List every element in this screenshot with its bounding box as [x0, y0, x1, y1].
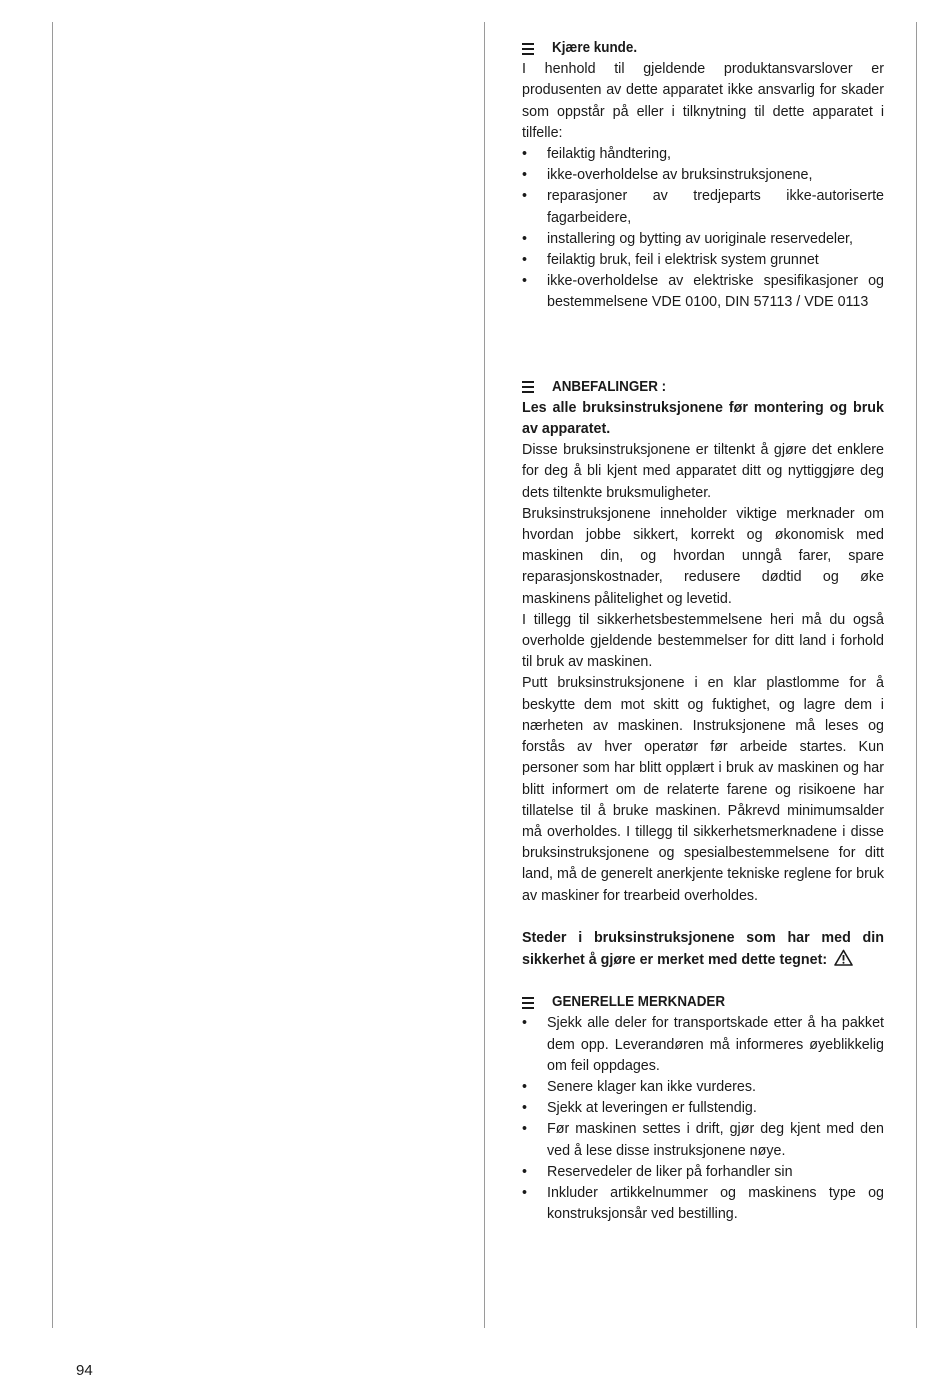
recommendations-lead: Les alle bruksinstruksjonene før montering og bruk av apparatet.: [522, 399, 884, 438]
section-marker-icon: [522, 43, 534, 55]
recommendations-heading-row: [522, 377, 884, 398]
paragraph: Disse bruksinstruksjonene er tiltenkt å gjøre det enklere for deg å bli kjent med apparatet ditt og nyttiggjøre deg dets tiltenkte bruksmuligheter.: [522, 442, 884, 501]
general-list: [522, 1013, 884, 1225]
paragraph: Bruksinstruksjonene inneholder viktige merknader om hvordan jobbe sikkert, korrekt og økonomisk med maskinen din, og hvordan unngå farer, spare reparasjonskostnader, redusere dødtid og øke maskinens pålitelighet og levetid.: [522, 505, 884, 607]
list-item: • Sjekk alle deler for transportskade etter å ha pakket dem opp. Leverandøren må informeres øyeblikkelig om feil oppdages.: [522, 1013, 884, 1077]
section-marker-icon: [522, 381, 534, 393]
list-item: • Reservedeler de liker på forhandler sin: [522, 1162, 884, 1183]
intro-heading: Kjære kunde.: [552, 40, 638, 56]
section-marker-icon: [522, 997, 534, 1009]
intro-section: [522, 38, 884, 314]
paragraph: I tillegg til sikkerhetsbestemmelsene heri må du også overholde gjeldende bestemmelser for ditt land i forhold til bruk av maskinen.: [522, 611, 884, 671]
list-item: • ikke-overholdelse av elektriske spesifikasjoner og bestemmelsene VDE 0100, DIN 57113 / VDE 0113: [522, 271, 884, 313]
list-item: • installering og bytting av uoriginale reservedeler,: [522, 229, 884, 250]
left-margin-rule: [52, 22, 53, 1328]
general-notes-section: [522, 992, 884, 1225]
recommendations-section: [522, 377, 884, 971]
recommendations-heading: ANBEFALINGER :: [552, 378, 667, 395]
warning-triangle-icon: [834, 949, 853, 966]
general-heading: GENERELLE MERKNADER: [552, 994, 726, 1011]
list-item: • feilaktig bruk, feil i elektrisk system grunnet: [522, 250, 884, 271]
list-item: • feilaktig håndtering,: [522, 144, 884, 165]
list-item: • Senere klager kan ikke vurderes.: [522, 1077, 884, 1098]
safety-note-text: Steder i bruksinstruksjonene som har med din sikkerhet å gjøre er merket med dette tegnet:: [522, 929, 884, 968]
text-column: [522, 38, 884, 1225]
list-item: • Sjekk at leveringen er fullstendig.: [522, 1098, 884, 1119]
list-item: • Inkluder artikkelnummer og maskinens type og konstruksjonsår ved bestilling.: [522, 1183, 884, 1225]
general-heading-row: [522, 992, 884, 1013]
list-item: • ikke-overholdelse av bruksinstruksjonene,: [522, 165, 884, 186]
intro-text: I henhold til gjeldende produktansvarslover er produsenten av dette apparatet ikke ansvarlig for skader som oppstår på eller i tilknytning til dette apparatet i tilfelle:: [522, 61, 884, 141]
intro-heading-row: [522, 38, 884, 59]
right-margin-rule: [916, 22, 917, 1328]
list-item: • Før maskinen settes i drift, gjør deg kjent med den ved å lese disse instruksjonene nøye.: [522, 1119, 884, 1161]
intro-list: [522, 144, 884, 314]
paragraph: Putt bruksinstruksjonene i en klar plastlomme for å beskytte dem mot skitt og fuktighet, og lagre dem i nærheten av maskinen. Instruksjonene må leses og forstås av hver operatør før arbeide startes. Kun personer som har blitt opplært i bruk av maskinen og har blitt informert om de relaterte farene og risikoene har tillatelse til å bruke maskinen. Påkrevd minimumsalder må overholdes. I tillegg til sikkerhetsmerknadene i disse bruksinstruksjonene og spesialbestemmelsene for ditt land, må de generelt anerkjente tekniske reglene for bruk av maskiner for trearbeid overholdes.: [522, 675, 884, 904]
column-divider-rule: [484, 22, 485, 1328]
page-number: 94: [76, 1362, 93, 1379]
list-item: • reparasjoner av tredjeparts ikke-autoriserte fagarbeidere,: [522, 186, 884, 228]
safety-note: [522, 928, 884, 971]
